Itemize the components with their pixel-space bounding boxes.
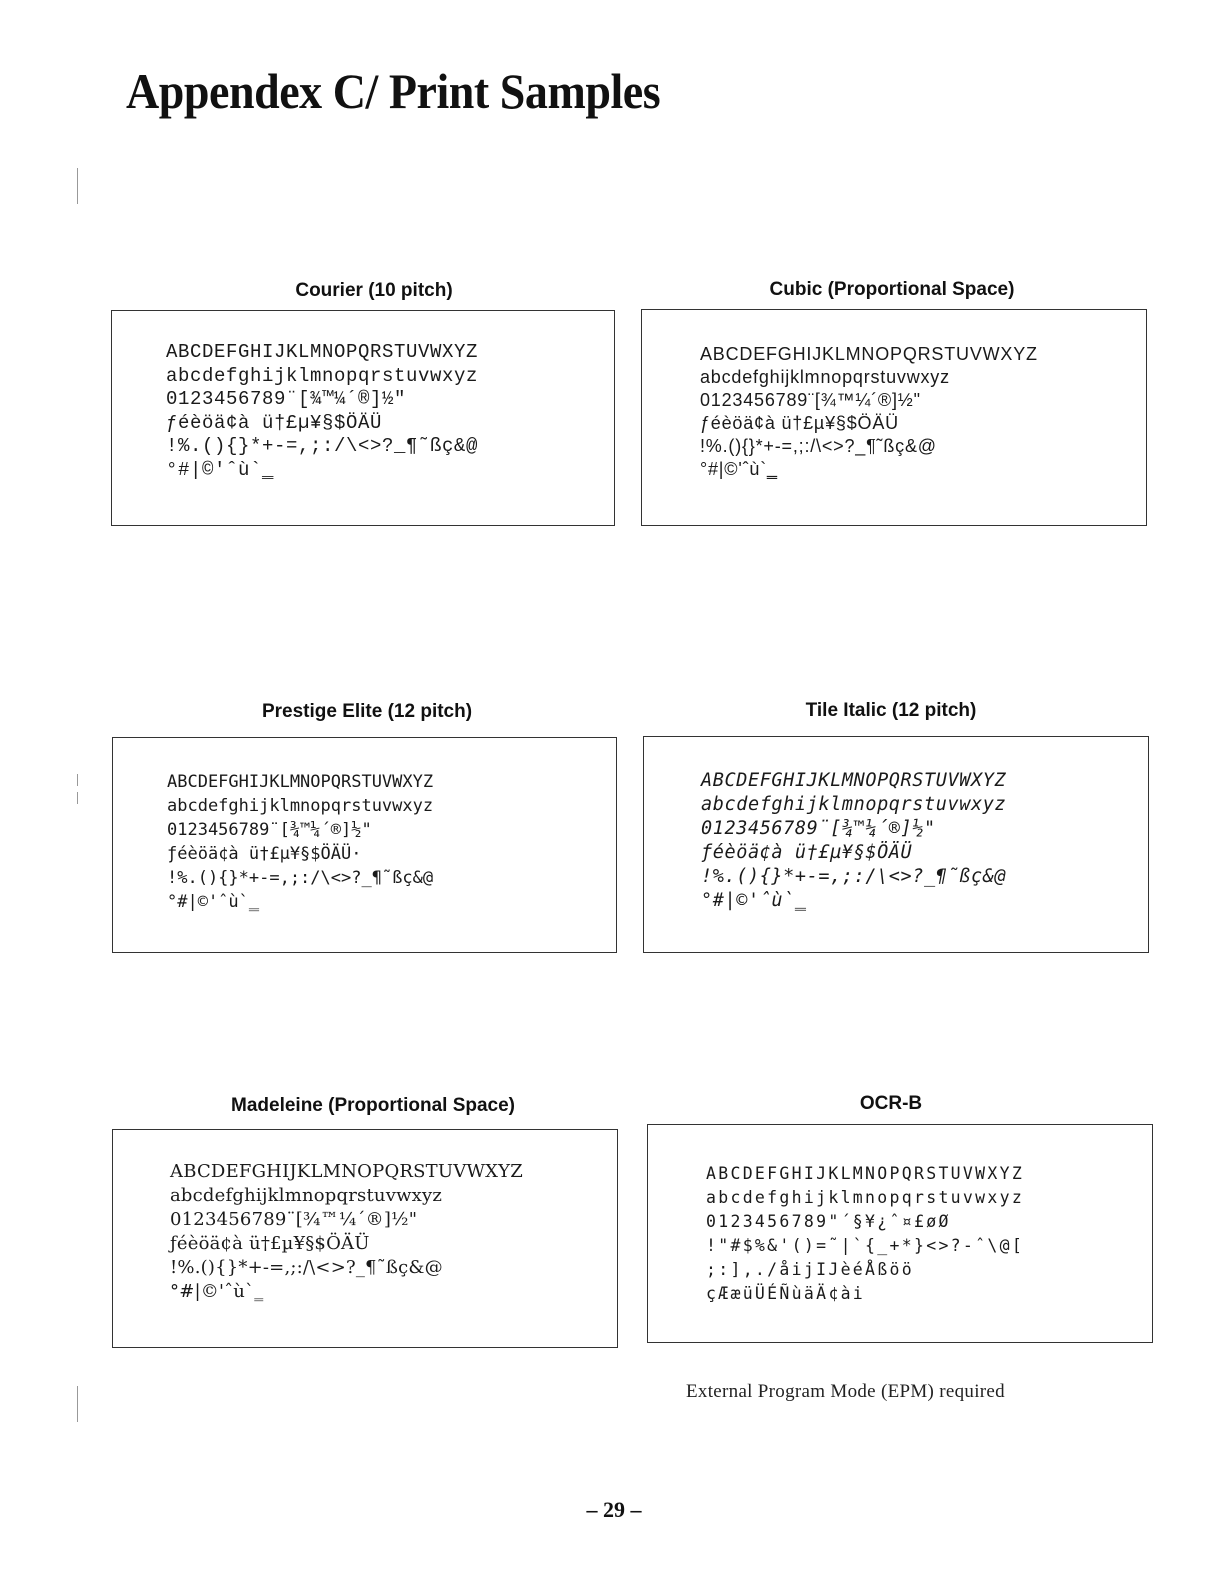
- sample-lines: [166, 341, 478, 482]
- sample-caption-cubic: Cubic (Proportional Space): [769, 279, 1015, 300]
- sample-line: abcdefghijklmnopqrstuvwxyz: [170, 1185, 443, 1206]
- sample-line: ABCDEFGHIJKLMNOPQRSTUVWXYZ: [170, 1161, 523, 1182]
- sample-line: çÆæüÜÉÑùäÄ¢ài: [706, 1284, 866, 1303]
- sample-lines: [170, 1160, 523, 1304]
- sample-caption-courier: Courier (10 pitch): [295, 280, 453, 301]
- sample-line: 0123456789¨[¾™¼´®]½": [166, 388, 407, 410]
- sample-line: ABCDEFGHIJKLMNOPQRSTUVWXYZ: [700, 344, 1038, 364]
- sample-caption-ocr-b: OCR-B: [859, 1093, 923, 1114]
- sample-line: ƒéèöä¢à ü†£µ¥§$ÖÄÜ·: [167, 844, 362, 864]
- epm-note: External Program Mode (EPM) required: [686, 1381, 1005, 1402]
- margin-change-bar: [77, 792, 78, 804]
- sample-line: °#|©'ˆù`‗: [170, 1281, 264, 1302]
- sample-lines: [706, 1162, 1024, 1306]
- sample-lines: [167, 770, 433, 914]
- sample-box-courier: [111, 310, 615, 526]
- sample-line: °#|©'ˆù`‗: [700, 459, 778, 479]
- sample-line: !%.(){}*+-=,;:/\<>?_¶˜ßç&@: [700, 436, 937, 456]
- sample-box-tile-italic: [643, 736, 1149, 953]
- margin-change-bar: [77, 168, 78, 204]
- sample-line: !%.(){}*+-=,;:/\<>?_¶˜ßç&@: [167, 868, 434, 888]
- sample-box-prestige-elite: [112, 737, 617, 953]
- sample-line: 0123456789¨[¾™¼´®]½": [167, 820, 372, 840]
- sample-box-madeleine: [112, 1129, 618, 1348]
- sample-line: 0123456789¨[¾™¼´®]½": [700, 390, 921, 410]
- sample-caption-prestige-elite: Prestige Elite (12 pitch): [261, 701, 473, 722]
- sample-line: 0123456789¨[¾™¼´®]½": [170, 1209, 418, 1230]
- sample-line: !"#$%&'()=˜|`{_+*}<>?-ˆ\@[: [706, 1236, 1025, 1255]
- sample-box-cubic: [641, 309, 1147, 526]
- sample-line: abcdefghijklmnopqrstuvwxyz: [700, 367, 950, 387]
- page-title: Appendex C/ Print Samples: [126, 63, 661, 119]
- sample-line: °#|©'ˆù`‗: [167, 892, 260, 912]
- sample-lines: [700, 343, 1038, 481]
- sample-line: 0123456789¨[¾™¼´®]½": [701, 818, 936, 839]
- sample-line: !%.(){}*+-=,;:/\<>?_¶˜ßç&@: [166, 435, 479, 457]
- sample-line: ABCDEFGHIJKLMNOPQRSTUVWXYZ: [166, 341, 479, 363]
- sample-line: ABCDEFGHIJKLMNOPQRSTUVWXYZ: [706, 1164, 1025, 1183]
- page-number: – 29 –: [586, 1497, 642, 1522]
- sample-caption-tile-italic: Tile Italic (12 pitch): [805, 700, 977, 721]
- sample-line: abcdefghijklmnopqrstuvwxyz: [166, 364, 479, 387]
- sample-line: !%.(){}*+-=,;:/\<>?_¶˜ßç&@: [701, 866, 1007, 887]
- sample-line: abcdefghijklmnopqrstuvwxyz: [701, 794, 1007, 815]
- sample-line: ABCDEFGHIJKLMNOPQRSTUVWXYZ: [167, 772, 434, 792]
- margin-change-bar: [77, 1386, 78, 1422]
- sample-line: abcdefghijklmnopqrstuvwxyz: [167, 796, 434, 816]
- sample-line: 0123456789"´§¥¿ˆ¤£øØ: [706, 1212, 951, 1231]
- sample-line: ƒéèöä¢à ü†£µ¥§$ÖÄÜ: [701, 842, 913, 863]
- sample-box-ocr-b: [647, 1124, 1153, 1343]
- sample-lines: [701, 769, 1006, 913]
- sample-line: ABCDEFGHIJKLMNOPQRSTUVWXYZ: [701, 770, 1007, 791]
- sample-line: ƒéèöä¢à ü†£µ¥§$ÖÄÜ: [700, 413, 899, 433]
- sample-line: °#|©'ˆù`‗: [166, 458, 275, 481]
- sample-line: ƒéèöä¢à ü†£µ¥§$ÖÄÜ: [170, 1233, 370, 1254]
- sample-line: !%.(){}*+-=,;:/\<>?_¶˜ßç&@: [170, 1257, 443, 1278]
- margin-change-bar: [77, 774, 78, 786]
- sample-line: °#|©'ˆù`‗: [701, 890, 807, 911]
- sample-line: ;:],./åijIJèéÅßöö: [706, 1260, 914, 1279]
- sample-line: abcdefghijklmnopqrstuvwxyz: [706, 1188, 1025, 1207]
- sample-caption-madeleine: Madeleine (Proportional Space): [231, 1095, 515, 1116]
- sample-line: ƒéèöä¢à ü†£µ¥§$ÖÄÜ: [166, 411, 383, 434]
